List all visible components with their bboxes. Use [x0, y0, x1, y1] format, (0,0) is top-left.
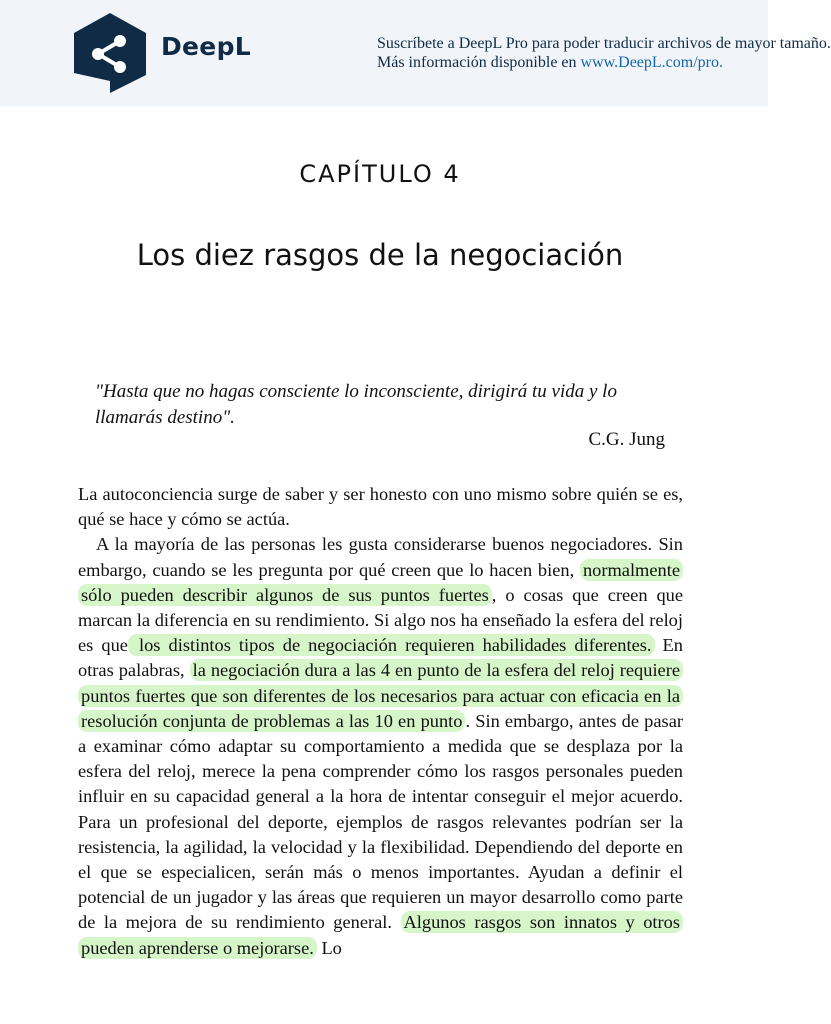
promo-line-2-prefix: Más información disponible en	[377, 54, 581, 71]
text-run: En otras palabras,	[78, 635, 683, 681]
epigraph-quote: "Hasta que no hagas consciente lo inconsciente, dirigirá tu vida y lo llamarás destino".	[95, 381, 617, 428]
text-run: , o cosas que creen que marcan la diferencia en su rendimiento. Si algo nos ha enseñado la esfera del reloj es que	[78, 584, 683, 656]
paragraph-1: La autoconciencia surge de saber y ser honesto con uno mismo sobre quién se es, qué se hace y cómo se actúa.	[78, 484, 683, 530]
highlighted-text: normalmente sólo pueden describir algunos de sus puntos fuertes	[78, 559, 683, 606]
deepl-logo-icon[interactable]	[72, 13, 148, 93]
epigraph-author: C.G. Jung	[588, 429, 665, 450]
chapter-title: Los diez rasgos de la negociación	[136, 238, 624, 272]
chapter-body	[78, 482, 683, 961]
pro-promo-text	[377, 34, 831, 72]
highlighted-text: la negociación dura a las 4 en punto de la esfera del reloj requiere puntos fuertes que son diferentes de los necesarios para actuar con eficacia en la resolución conjunta de problemas a las 10 en punto	[78, 659, 683, 731]
promo-line-1: Suscríbete a DeepL Pro para poder traducir archivos de mayor tamaño.	[377, 35, 831, 52]
deepl-pro-link[interactable]: www.DeepL.com/pro.	[580, 54, 723, 71]
text-run: Lo	[316, 937, 342, 958]
text-run: . Sin embargo, antes de pasar a examinar cómo adaptar su comportamiento a medida que se desplaza por la esfera del reloj, merece la pena comprender cómo los rasgos personales pueden influir en su capacidad general a la hora de intentar conseguir el mejor acuerdo. Para un profesional del deporte, ejemplos de rasgos relevantes podrían ser la resistencia, la agilidad, la velocidad y la flexibilidad. Dependiendo del deporte en el que se especialicen, serán más o menos importantes. Ayudan a definir el potencial de un jugador y las áreas que requieren un mayor desarrollo como parte de la mejora de su rendimiento general.	[78, 710, 683, 933]
brand-name: DeepL	[161, 32, 251, 61]
highlighted-text: los distintos tipos de negociación requieren habilidades diferentes.	[128, 634, 655, 656]
text-run: A la mayoría de las personas les gusta considerarse buenos negociadores. Sin embargo, cuando se les pregunta por qué creen que lo hacen bien,	[78, 534, 683, 580]
promo-line-2	[377, 53, 768, 72]
deepl-banner	[0, 0, 831, 106]
paragraph-2	[78, 532, 683, 960]
chapter-label: CAPÍTULO 4	[299, 160, 461, 188]
highlighted-text: Algunos rasgos son innatos y otros pueden aprenderse o mejorarse.	[78, 911, 683, 958]
